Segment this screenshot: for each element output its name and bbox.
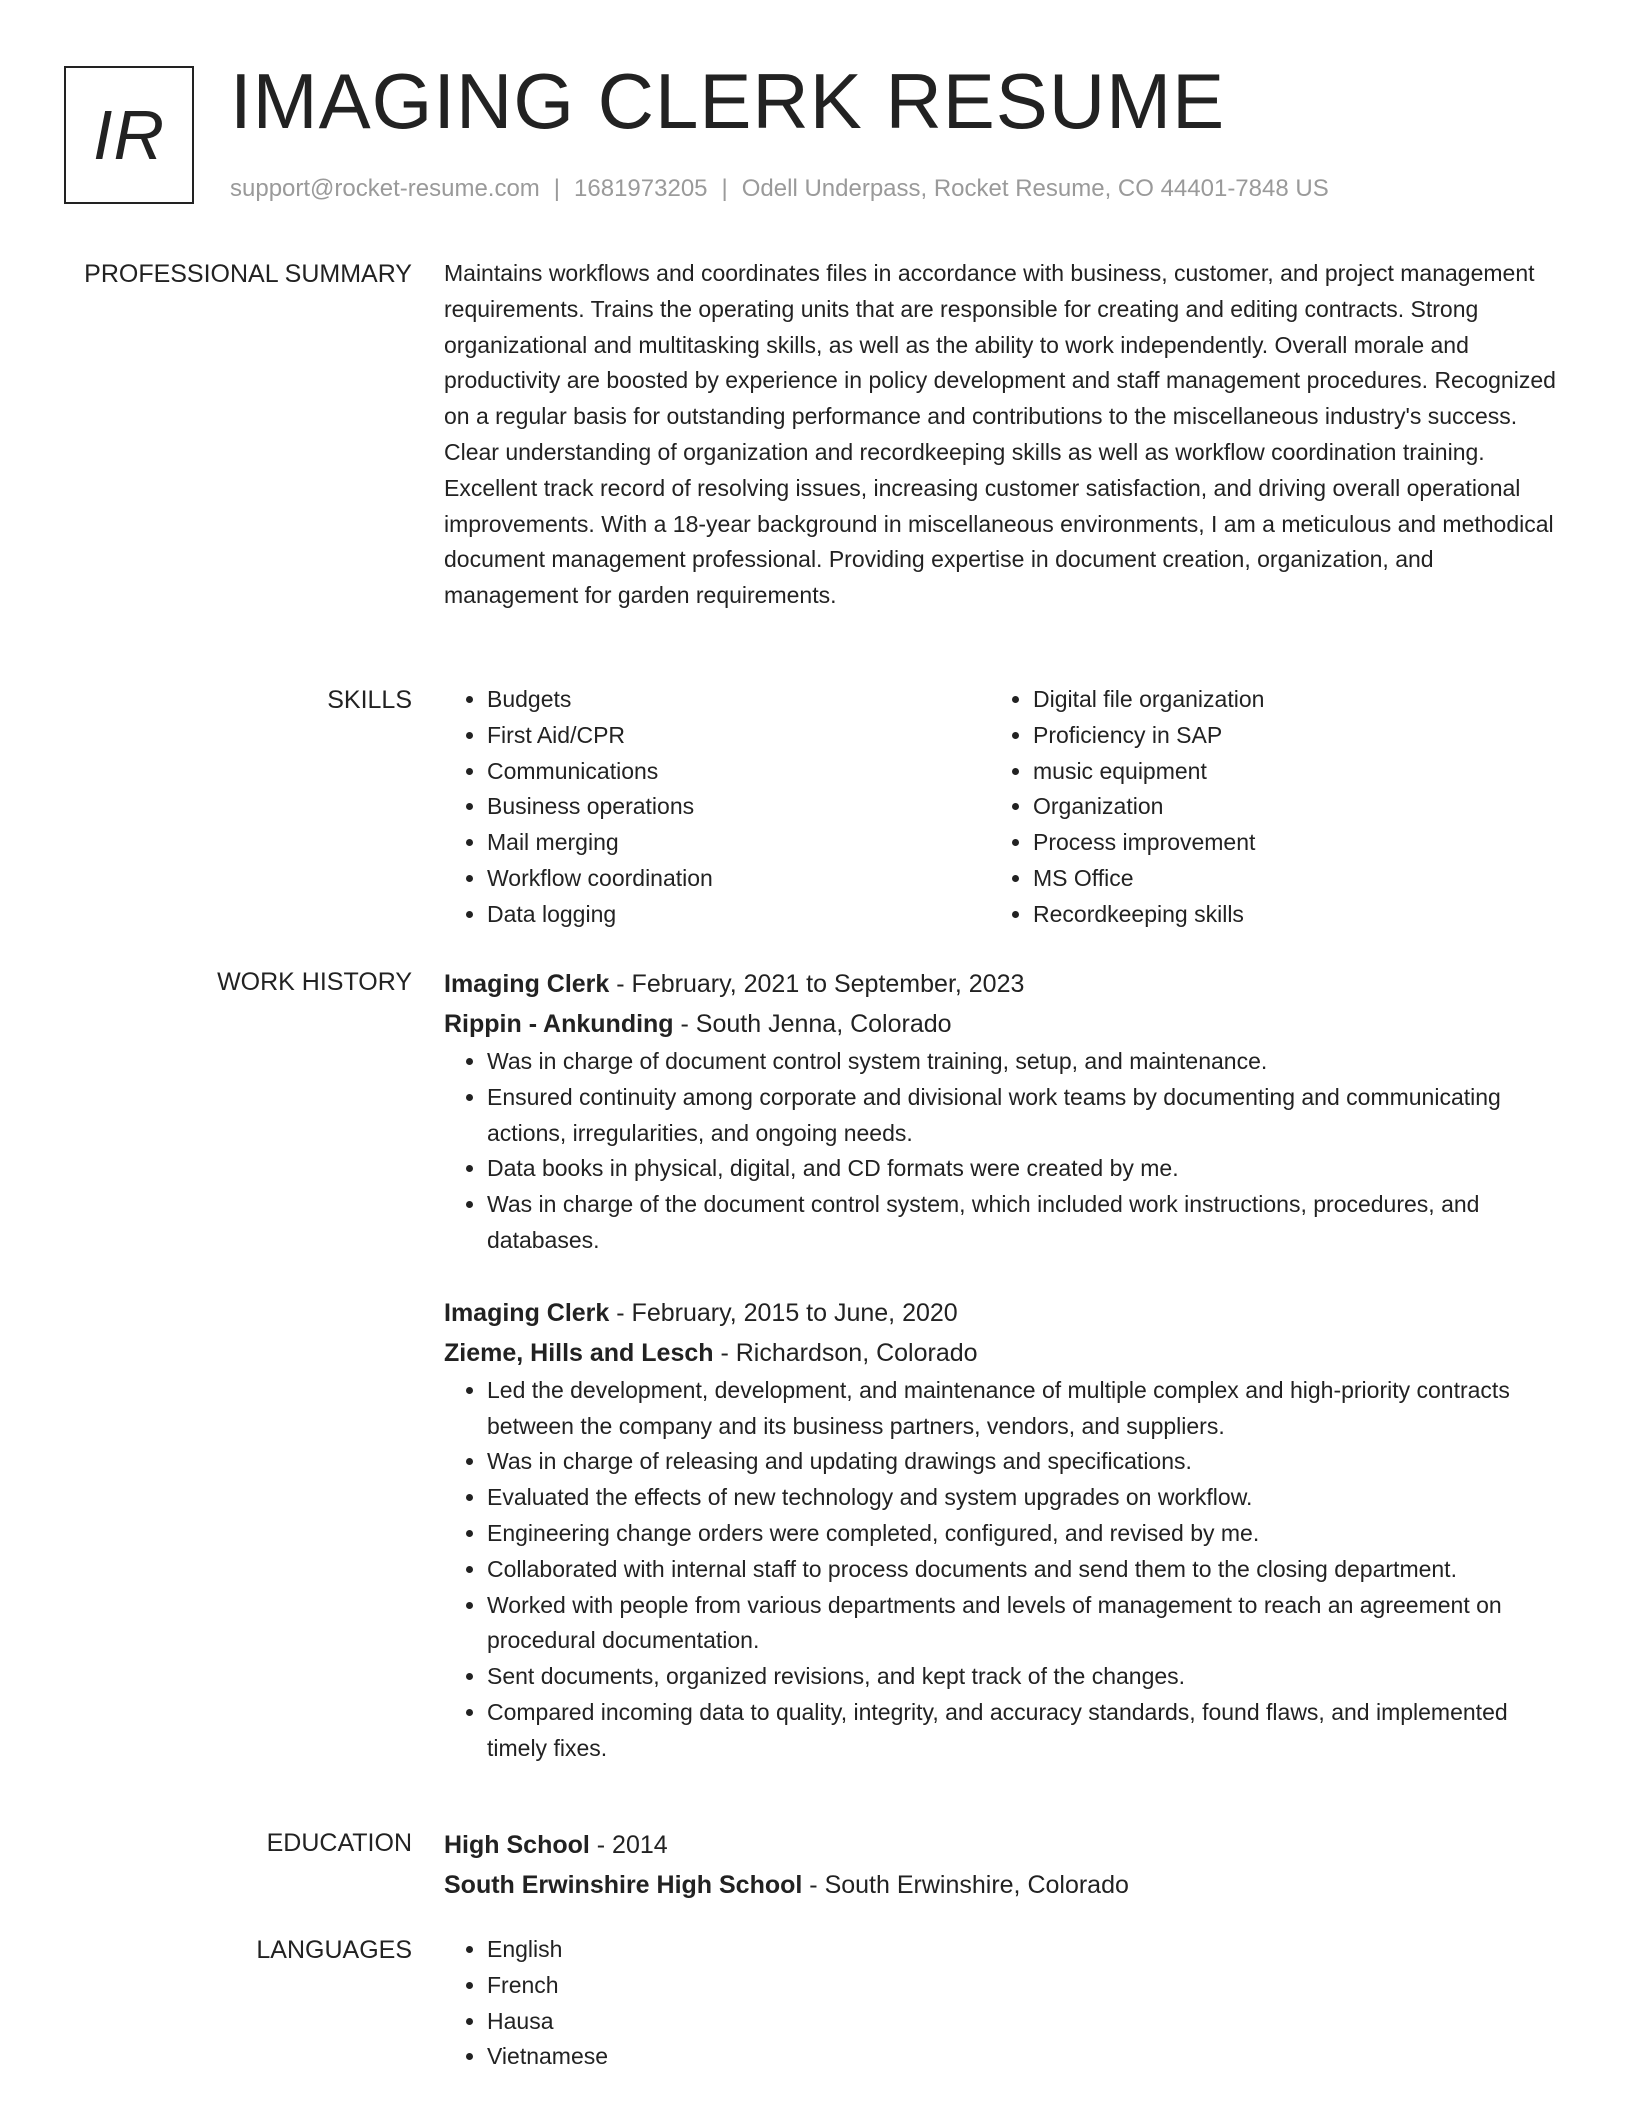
skill-item: • music equipment (1033, 754, 1536, 790)
job-title: Imaging Clerk (444, 970, 610, 998)
job-bullet: • Led the development, development, and maintenance of multiple complex and high-priority contracts between the company and its business partners, vendors, and suppliers. (487, 1373, 1564, 1445)
skills-column-right (990, 682, 1536, 933)
job-bullet: • Collaborated with internal staff to process documents and send them to the closing department. (487, 1552, 1564, 1588)
summary-body (444, 256, 1564, 614)
education-label: EDUCATION (266, 1829, 412, 1857)
contact-line (230, 174, 1329, 204)
job-bullet: • Data books in physical, digital, and CD formats were created by me. (487, 1151, 1564, 1187)
summary-label: PROFESSIONAL SUMMARY (84, 260, 412, 288)
job-company: Rippin - Ankunding (444, 1010, 674, 1038)
contact-separator: | (721, 175, 728, 202)
job-company-line (444, 1333, 1564, 1373)
language-item: • French (487, 1968, 1564, 2004)
job-bullet: • Was in charge of releasing and updating drawings and specifications. (487, 1444, 1564, 1480)
education-school: South Erwinshire High School (444, 1871, 803, 1899)
job-title-line (444, 964, 1564, 1004)
job-bullet: • Ensured continuity among corporate and divisional work teams by documenting and communicating actions, irregularities, and ongoing needs. (487, 1080, 1564, 1152)
work-history-label: WORK HISTORY (217, 968, 412, 996)
skills-body (444, 682, 1564, 933)
job-dates: - February, 2015 to June, 2020 (609, 1298, 958, 1327)
job-company: Zieme, Hills and Lesch (444, 1338, 714, 1367)
job-bullet-list (444, 1373, 1564, 1767)
job-bullet: • Engineering change orders were completed, configured, and revised by me. (487, 1516, 1564, 1552)
job-location: - Richardson, Colorado (713, 1338, 978, 1367)
job-bullet: • Worked with people from various departments and levels of management to reach an agreement on procedural documentation. (487, 1588, 1564, 1660)
contact-phone: 1681973205 (574, 175, 708, 202)
skills-list-right (990, 682, 1536, 933)
language-item: • English (487, 1932, 1564, 1968)
skill-item: • Communications (487, 754, 990, 790)
skills-label: SKILLS (327, 686, 412, 714)
skill-item: • Workflow coordination (487, 861, 990, 897)
education-degree: High School (444, 1831, 590, 1859)
languages-label: LANGUAGES (256, 1936, 412, 1964)
education-school-line (444, 1865, 1564, 1905)
skills-list-left (444, 682, 990, 933)
job-bullet: • Compared incoming data to quality, integrity, and accuracy standards, found flaws, and implemented timely fixes. (487, 1695, 1564, 1767)
skill-item: • First Aid/CPR (487, 718, 990, 754)
language-item: • Vietnamese (487, 2039, 1564, 2075)
job-bullet: • Evaluated the effects of new technology and system upgrades on workflow. (487, 1480, 1564, 1516)
job-company-line (444, 1004, 1564, 1044)
job-dates: - February, 2021 to September, 2023 (609, 970, 1025, 998)
job-location: - South Jenna, Colorado (673, 1010, 952, 1038)
job-bullet: • Sent documents, organized revisions, and kept track of the changes. (487, 1659, 1564, 1695)
job-bullet-list (444, 1044, 1564, 1259)
language-item: • Hausa (487, 2004, 1564, 2040)
job-entry (444, 1293, 1564, 1767)
skills-column-left (444, 682, 990, 933)
languages-body (444, 1932, 1564, 2075)
education-location: - South Erwinshire, Colorado (802, 1871, 1129, 1899)
education-year: - 2014 (589, 1831, 668, 1859)
skill-item: • Digital file organization (1033, 682, 1536, 718)
job-bullet: • Was in charge of the document control system, which included work instructions, procedures, and databases. (487, 1187, 1564, 1259)
languages-list (444, 1932, 1564, 2075)
monogram-logo: IR (64, 66, 194, 204)
contact-email: support@rocket-resume.com (230, 175, 540, 202)
skill-item: • Mail merging (487, 825, 990, 861)
education-degree-line (444, 1825, 1564, 1865)
skill-item: • Recordkeeping skills (1033, 897, 1536, 933)
page-title: IMAGING CLERK RESUME (230, 57, 1226, 145)
work-history-body (444, 964, 1564, 1767)
skill-item: • Data logging (487, 897, 990, 933)
skill-item: • Organization (1033, 789, 1536, 825)
skill-item: • MS Office (1033, 861, 1536, 897)
job-entry (444, 964, 1564, 1259)
education-body (444, 1825, 1564, 1905)
contact-separator: | (553, 175, 561, 202)
job-title-line (444, 1293, 1564, 1333)
job-bullet: • Was in charge of document control system training, setup, and maintenance. (487, 1044, 1564, 1080)
summary-text: Maintains workflows and coordinates files in accordance with business, customer, and project management requirements. Trains the operating units that are responsible for creating and editing contracts. Strong organizational and multitasking skills, as well as the ability to work independently. Overall morale and productivity are boosted by experience in policy development and staff management procedures. Recognized on a regular basis for outstanding performance and contributions to the miscellaneous industry's success. Clear understanding of organization and recordkeeping skills as well as workflow coordination training. Excellent track record of resolving issues, increasing customer satisfaction, and driving overall operational improvements. With a 18-year background in miscellaneous environments, I am a meticulous and methodical document management professional. Providing expertise in document creation, organization, and management for garden requirements. (444, 260, 1556, 609)
skill-item: • Proficiency in SAP (1033, 718, 1536, 754)
job-title: Imaging Clerk (444, 1298, 610, 1327)
skill-item: • Budgets (487, 682, 990, 718)
skill-item: • Business operations (487, 789, 990, 825)
contact-address: Odell Underpass, Rocket Resume, CO 44401-7848 US (741, 175, 1329, 202)
skill-item: • Process improvement (1033, 825, 1536, 861)
